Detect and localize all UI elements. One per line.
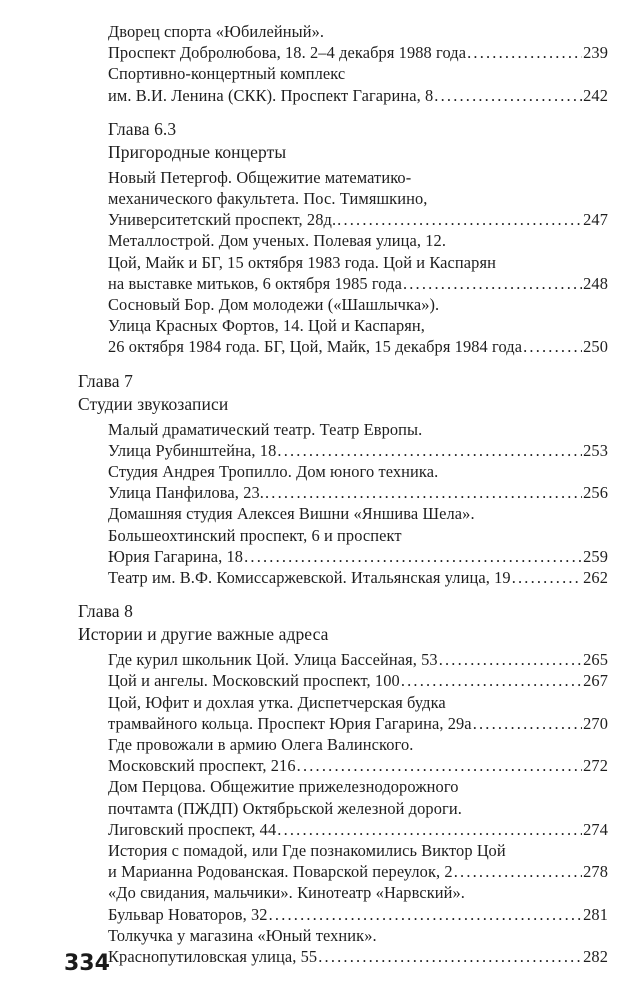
leader-dots xyxy=(473,714,582,734)
toc-entry: Сосновый Бор. Дом молодежи («Шашлычка»). xyxy=(108,295,440,314)
toc-entry: механического факультета. Пос. Тимяшкино, xyxy=(108,189,428,208)
toc-entry: Студия Андрея Тропилло. Дом юного техника. xyxy=(108,462,439,481)
page-number: 250 xyxy=(583,337,608,356)
leader-dots xyxy=(401,671,582,691)
toc-entry: Спортивно-концертный комплекс xyxy=(108,64,346,83)
toc-entry: 26 октября 1984 года. БГ, Цой, Майк, 15 декабря 1984 года ..... 250 xyxy=(108,337,608,357)
toc-entry: Металлострой. Дом ученых. Полевая улица, 12. xyxy=(108,231,447,250)
page-number: 247 xyxy=(583,210,608,229)
toc-entry: Улица Панфилова, 23. ..... 256 xyxy=(108,483,608,503)
toc-entry: Толкучка у магазина «Юный техник». xyxy=(108,926,377,945)
leader-dots xyxy=(454,862,582,882)
leader-dots xyxy=(403,274,582,294)
toc-entry: трамвайного кольца. Проспект Юрия Гагарина, 29а ..... 270 xyxy=(108,714,608,734)
page-number: 274 xyxy=(583,820,608,839)
toc-entry: Университетский проспект, 28д. ..... 247 xyxy=(108,210,608,230)
page-number: 272 xyxy=(583,756,608,775)
page-number: 248 xyxy=(583,274,608,293)
page-number: 278 xyxy=(583,862,608,881)
toc-entry: Цой, Юфит и дохлая утка. Диспетчерская будка xyxy=(108,693,446,712)
leader-dots xyxy=(318,947,582,967)
page-number: 259 xyxy=(583,547,608,566)
toc-entry: Новый Петергоф. Общежитие математико- xyxy=(108,168,412,187)
toc-entry: Где курил школьник Цой. Улица Бассейная, 53 ..... 265 xyxy=(108,650,608,670)
toc-entry: почтамта (ПЖДП) Октябрьской железной дороги. xyxy=(108,799,462,818)
chapter-label: Глава 7 xyxy=(78,371,133,391)
leader-dots xyxy=(434,86,582,106)
toc-entry: Лиговский проспект, 44 ..... 274 xyxy=(108,820,608,840)
toc-entry: Большеохтинский проспект, 6 и проспект xyxy=(108,526,402,545)
toc-entry: Малый драматический театр. Театр Европы. xyxy=(108,420,423,439)
page-number: 281 xyxy=(583,905,608,924)
page-folio: 334 xyxy=(64,951,110,976)
page-number: 253 xyxy=(583,441,608,460)
leader-dots xyxy=(269,905,583,925)
toc-entry: Улица Красных Фортов, 14. Цой и Каспарян, xyxy=(108,316,425,335)
toc-entry: Театр им. В.Ф. Комиссаржевской. Итальянская улица, 19 ..... 262 xyxy=(108,568,608,588)
chapter-label: Глава 6.3 xyxy=(108,119,177,139)
page-number: 256 xyxy=(583,483,608,502)
toc-entry: Юрия Гагарина, 18 ..... 259 xyxy=(108,547,608,567)
leader-dots xyxy=(439,650,582,670)
toc-entry: Где провожали в армию Олега Валинского. xyxy=(108,735,414,754)
toc-entry: Цой, Майк и БГ, 15 октября 1983 года. Цой и Каспарян xyxy=(108,253,496,272)
toc-entry: Домашняя студия Алексея Вишни «Яншива Шела». xyxy=(108,504,475,523)
leader-dots xyxy=(277,441,582,461)
page-number: 262 xyxy=(583,568,608,587)
toc-entry: История с помадой, или Где познакомились Виктор Цой xyxy=(108,841,506,860)
toc-entry: Проспект Добролюбова, 18. 2–4 декабря 1988 года ..... 239 xyxy=(108,43,608,63)
toc-entry: Дворец спорта «Юбилейный». xyxy=(108,22,325,41)
toc-entry: Московский проспект, 216 ..... 272 xyxy=(108,756,608,776)
leader-dots xyxy=(523,337,582,357)
toc-entry: и Марианна Родованская. Поварской переулок, 2 ..... 278 xyxy=(108,862,608,882)
page-number: 239 xyxy=(583,43,608,62)
leader-dots xyxy=(337,210,582,230)
page-number: 267 xyxy=(583,671,608,690)
page-number: 242 xyxy=(583,86,608,105)
chapter-title: Студии звукозаписи xyxy=(78,394,229,414)
toc-entry: «До свидания, мальчики». Кинотеатр «Нарвский». xyxy=(108,883,465,902)
toc-entry: Бульвар Новаторов, 32 ..... 281 xyxy=(108,905,608,925)
leader-dots xyxy=(265,483,582,503)
page-number: 270 xyxy=(583,714,608,733)
leader-dots xyxy=(277,820,582,840)
chapter-title: Пригородные концерты xyxy=(108,142,287,162)
page-number: 282 xyxy=(583,947,608,966)
toc-entry: Дом Перцова. Общежитие прижелезнодорожного xyxy=(108,777,459,796)
toc-entry: Улица Рубинштейна, 18 ..... 253 xyxy=(108,441,608,461)
toc-entry: на выставке митьков, 6 октября 1985 года ..... 248 xyxy=(108,274,608,294)
leader-dots xyxy=(467,43,582,63)
leader-dots xyxy=(244,547,582,567)
leader-dots xyxy=(297,756,582,776)
chapter-label: Глава 8 xyxy=(78,601,133,621)
toc-entry: Краснопутиловская улица, 55 ..... 282 xyxy=(108,947,608,967)
leader-dots xyxy=(512,568,582,588)
toc-entry: им. В.И. Ленина (СКК). Проспект Гагарина, 8 ..... 242 xyxy=(108,86,608,106)
toc-entry: Цой и ангелы. Московский проспект, 100 ..... 267 xyxy=(108,671,608,691)
chapter-title: Истории и другие важные адреса xyxy=(78,624,329,644)
page-number: 265 xyxy=(583,650,608,669)
